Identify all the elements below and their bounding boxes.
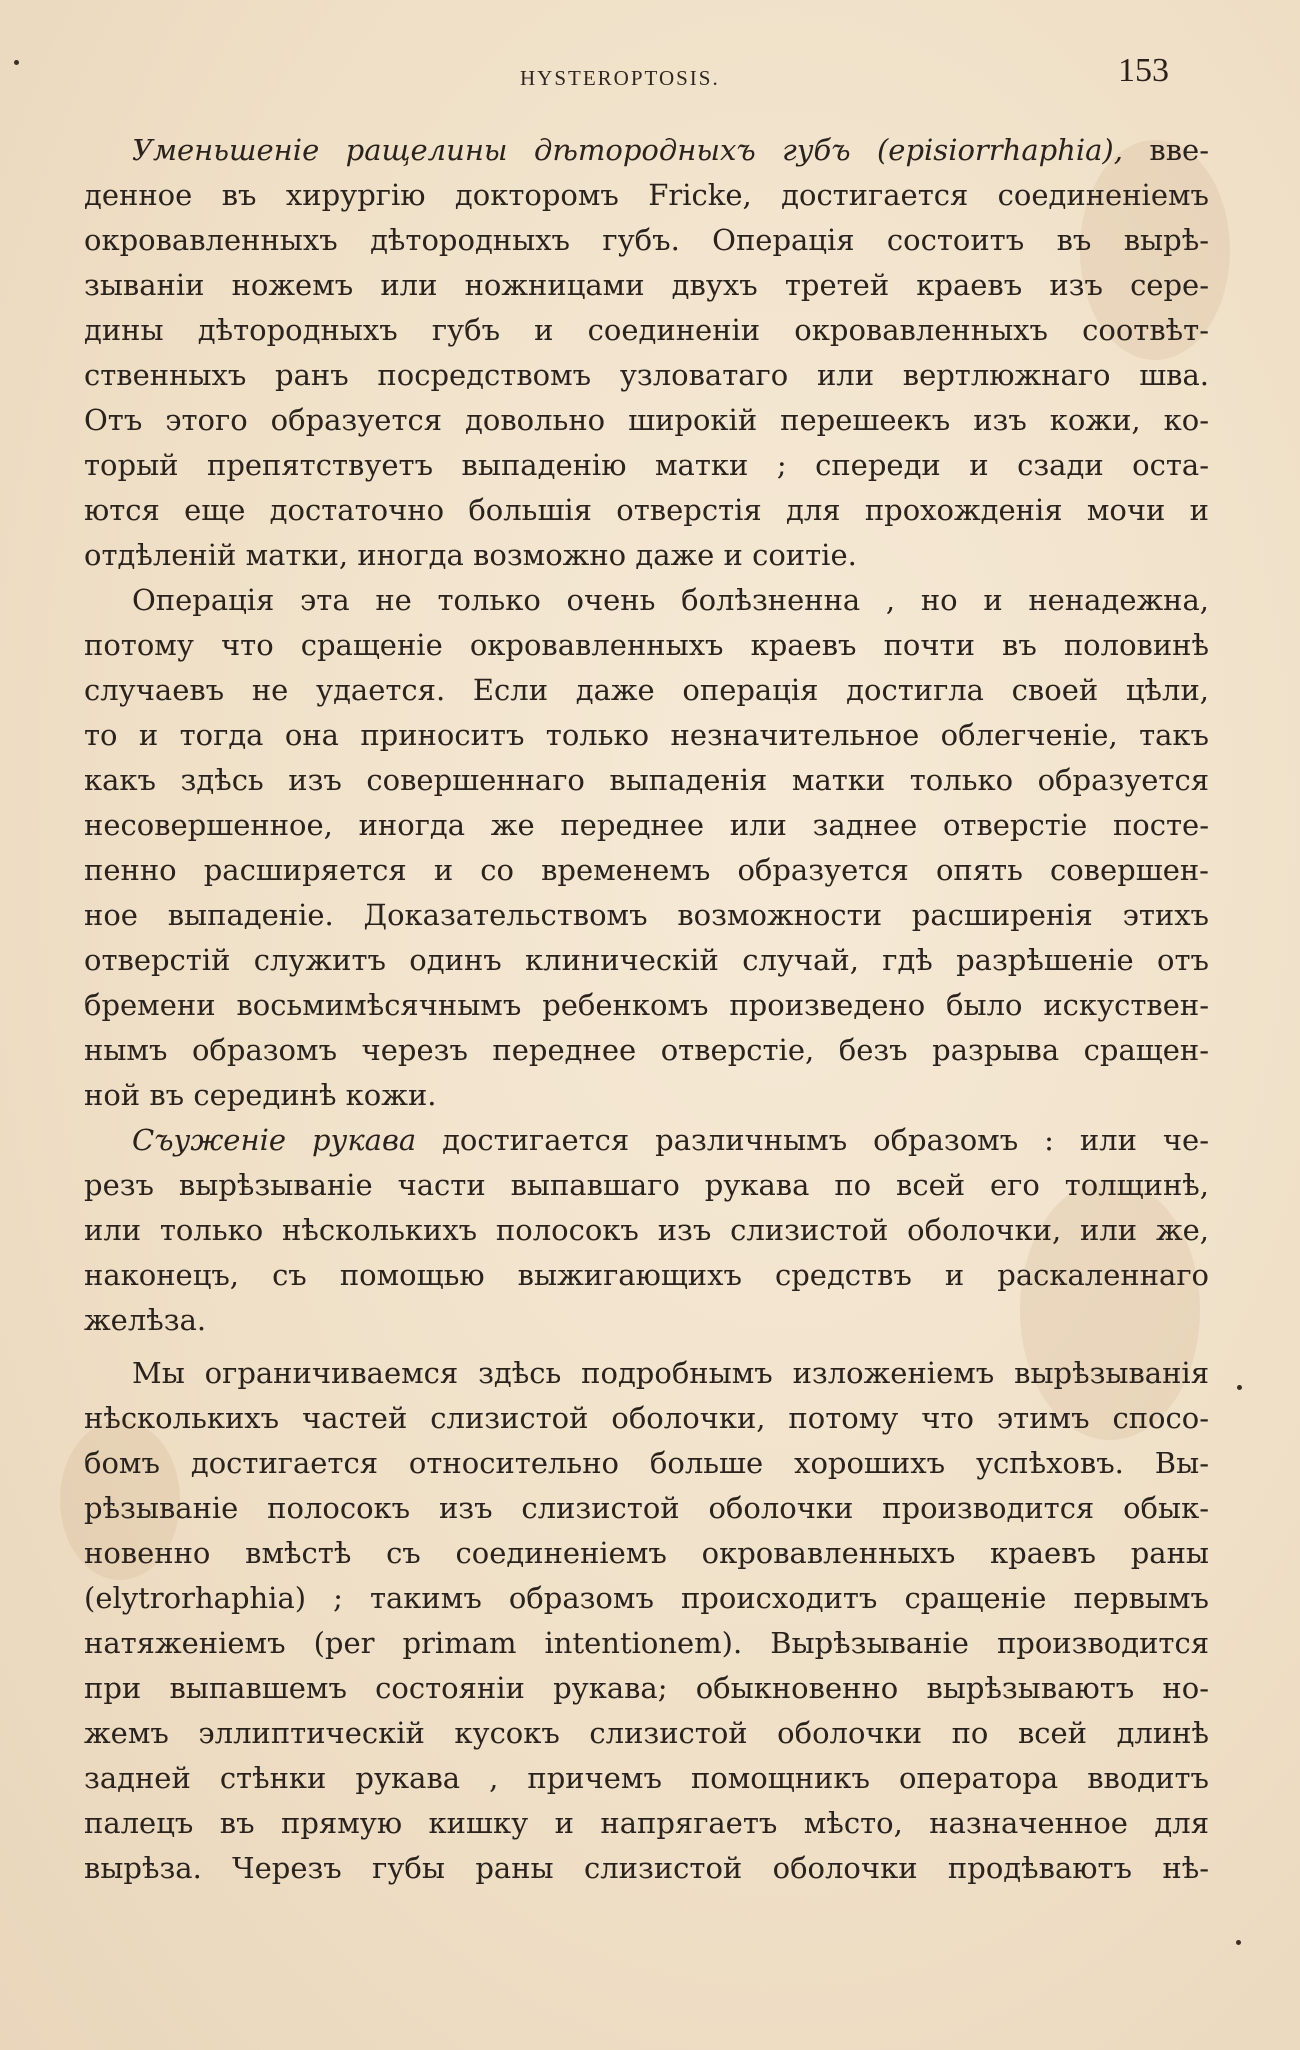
text-line: рѣзыванiе полосокъ изъ слизистой оболочки производится обык- [84, 1491, 1209, 1525]
text-line: пенно расширяется и со временемъ образуется опять совершен- [84, 853, 1209, 887]
text-line: натяженiемъ (per primam intentionem). Вырѣзыванiе производится [84, 1626, 1209, 1660]
italic-term: Уменьшенiе ращелины дѣтородныхъ губъ (episiorrhaphia), [132, 133, 1123, 167]
text-line: ной въ серединѣ кожи. [84, 1078, 437, 1112]
ink-speck [1236, 1940, 1241, 1945]
text-line: отверстiй служитъ одинъ клиническiй случай, гдѣ разрѣшенiе отъ [84, 943, 1209, 977]
text-line: желѣза. [84, 1303, 207, 1337]
text-line: то и тогда она приноситъ только незначительное облегченiе, такъ [84, 718, 1209, 752]
text-line: зываніи ножемъ или ножницами двухъ третей краевъ изъ сере- [84, 268, 1209, 302]
text-line: несовершенное, иногда же переднее или заднее отверстiе посте- [84, 808, 1209, 842]
text-line [84, 1118, 1209, 1163]
text-line: отдѣленiй матки, иногда возможно даже и соитiе. [84, 538, 857, 572]
text-line: резъ вырѣзыванiе части выпавшаго рукава по всей его толщинѣ, [84, 1168, 1209, 1202]
paragraph [84, 1351, 1209, 1891]
paragraph [84, 578, 1209, 1118]
page-number: 153 [1118, 52, 1169, 89]
text-line: задней стѣнки рукава , причемъ помощникъ оператора вводитъ [84, 1761, 1209, 1795]
text-line: случаевъ не удается. Если даже операцiя достигла своей цѣли, [84, 673, 1209, 707]
text-line: наконецъ, съ помощью выжигающихъ средствъ и раскаленнаго [84, 1258, 1209, 1292]
text-line: нѣсколькихъ частей слизистой оболочки, потому что этимъ спосо- [84, 1401, 1209, 1435]
paragraph [84, 1118, 1209, 1343]
italic-term: Съуженiе рукава [132, 1123, 417, 1157]
running-title: HYSTEROPTOSIS. [520, 66, 720, 90]
text-line: бомъ достигается относительно больше хорошихъ успѣховъ. Вы- [84, 1446, 1209, 1480]
text-line [84, 128, 1209, 173]
text-line: Мы ограничиваемся здѣсь подробнымъ изложенiемъ вырѣзыванiя [132, 1356, 1209, 1390]
text-line: Операцiя эта не только очень болѣзненна , но и ненадежна, [132, 583, 1209, 617]
page-header [0, 52, 1300, 102]
text-line: торый препятствуетъ выпаденiю матки ; спереди и сзади оста- [84, 448, 1209, 482]
text-line: бремени восьмимѣсячнымъ ребенкомъ произведено было искуствен- [84, 988, 1209, 1022]
text-line: (elytrorhaphia) ; такимъ образомъ происходитъ сращенiе первымъ [84, 1581, 1209, 1615]
text-line: ное выпаденiе. Доказательствомъ возможности расширенiя этихъ [84, 898, 1209, 932]
text-line: жемъ эллиптическiй кусокъ слизистой оболочки по всей длинѣ [84, 1716, 1209, 1750]
text-line: новенно вмѣстѣ съ соединенiемъ окровавленныхъ краевъ раны [84, 1536, 1209, 1570]
paragraph [84, 128, 1209, 578]
line-text: вве- [1122, 133, 1209, 167]
text-line: при выпавшемъ состоянiи рукава; обыкновенно вырѣзываютъ но- [84, 1671, 1209, 1705]
text-line: или только нѣсколькихъ полосокъ изъ слизистой оболочки, или же, [84, 1213, 1209, 1247]
text-line: дины дѣтородныхъ губъ и соединенiи окровавленныхъ соотвѣт- [84, 313, 1209, 347]
body-text [84, 128, 1209, 1891]
text-line: денное въ хирургiю докторомъ Fricke, достигается соединенiемъ [84, 178, 1209, 212]
text-line: потому что сращенiе окровавленныхъ краевъ почти въ половинѣ [84, 628, 1209, 662]
ink-speck [1237, 1385, 1242, 1390]
text-line: ются еще достаточно большiя отверстiя для прохожденiя мочи и [84, 493, 1209, 527]
line-text: достигается различнымъ образомъ : или че- [416, 1123, 1209, 1157]
text-line: вырѣза. Черезъ губы раны слизистой оболочки продѣваютъ нѣ- [84, 1851, 1209, 1885]
text-line: палецъ въ прямую кишку и напрягаетъ мѣсто, назначенное для [84, 1806, 1209, 1840]
text-line: окровавленныхъ дѣтородныхъ губъ. Операцiя состоитъ въ вырѣ- [84, 223, 1209, 257]
text-line: нымъ образомъ черезъ переднее отверстiе, безъ разрыва сращен- [84, 1033, 1209, 1067]
text-line: ственныхъ ранъ посредствомъ узловатаго или вертлюжнаго шва. [84, 358, 1209, 392]
text-line: Отъ этого образуется довольно широкiй перешеекъ изъ кожи, ко- [84, 403, 1209, 437]
text-line: какъ здѣсь изъ совершеннаго выпаденiя матки только образуется [84, 763, 1209, 797]
